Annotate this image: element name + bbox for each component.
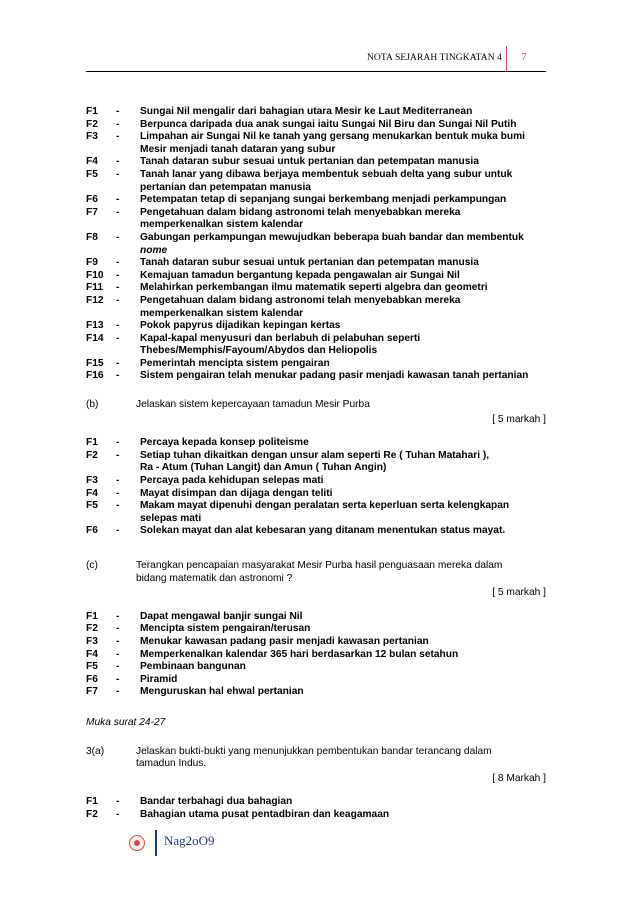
point-dash: -: [116, 106, 120, 117]
point-text: Pengetahuan dalam bidang astronomi telah menyebabkan mereka: [140, 294, 461, 306]
point-code: F1: [86, 796, 98, 808]
point-code: F1: [86, 106, 98, 117]
answer-row: [86, 156, 546, 169]
point-text: nome: [140, 244, 168, 256]
point-text: memperkenalkan sistem kalendar: [140, 307, 304, 319]
point-text: memperkenalkan sistem kalendar: [140, 219, 304, 231]
answer-row: [86, 232, 546, 245]
point-code: F4: [86, 648, 98, 660]
point-dash: -: [116, 635, 120, 647]
page-number: 7: [507, 46, 541, 72]
point-text: Percaya pada kehidupan selepas mati: [140, 475, 324, 487]
point-code: F11: [86, 282, 103, 294]
question-b: [86, 399, 546, 412]
answer-row: [86, 636, 546, 649]
point-text: Mesir menjadi tanah dataran yang subur: [140, 143, 336, 155]
answer-list-c: [86, 611, 546, 699]
answer-row: [86, 525, 546, 538]
point-text: Ra - Atum (Tuhan Langit) dan Amun ( Tuhan Angin): [140, 462, 387, 474]
answer-row: [86, 462, 546, 475]
answer-row: [86, 320, 546, 333]
point-text: Gabungan perkampungan mewujudkan beberapa buah bandar dan membentuk: [140, 231, 524, 243]
point-code: F5: [86, 500, 98, 512]
point-text: Makam mayat dipenuhi dengan peralatan serta keperluan serta kelengkapan: [140, 500, 510, 512]
point-code: F3: [86, 131, 98, 143]
point-text: Piramid: [140, 673, 178, 685]
answer-row: [86, 144, 546, 157]
answer-row: [86, 513, 546, 526]
question-line: tamadun Indus.: [136, 758, 207, 770]
answer-row: [86, 611, 546, 624]
point-dash: -: [116, 118, 120, 130]
point-text: Sungai Nil mengalir dari bahagian utara Mesir ke Laut Mediterranean: [140, 106, 473, 117]
point-text: Melahirkan perkembangan ilmu matematik seperti algebra dan geometri: [140, 282, 488, 294]
point-dash: -: [116, 449, 120, 461]
point-text: Mencipta sistem pengairan/terusan: [140, 623, 311, 635]
point-dash: -: [116, 648, 120, 660]
point-code: F13: [86, 320, 104, 332]
point-code: F7: [86, 206, 98, 218]
point-dash: -: [116, 231, 120, 243]
marks-label: [ 5 markah ]: [492, 413, 546, 425]
marks-label: [ 8 Markah ]: [492, 772, 546, 784]
point-dash: -: [116, 487, 120, 499]
point-text: Solekan mayat dan alat kebesaran yang ditanam menentukan status mayat.: [140, 525, 506, 537]
point-code: F9: [86, 257, 98, 269]
answer-row: [86, 649, 546, 662]
answer-row: [86, 345, 546, 358]
point-dash: -: [116, 168, 120, 180]
point-text: pertanian dan petempatan manusia: [140, 181, 311, 193]
question-text: Jelaskan sistem kepercayaan tamadun Mesir Purba: [136, 399, 370, 411]
point-dash: -: [116, 500, 120, 512]
point-dash: -: [116, 357, 120, 369]
answer-row: [86, 437, 546, 450]
point-dash: -: [116, 370, 120, 382]
point-text: Setiap tuhan dikaitkan dengan unsur alam seperti Re ( Tuhan Matahari ),: [140, 449, 490, 461]
answer-row: [86, 182, 546, 195]
point-text: Pengetahuan dalam bidang astronomi telah menyebabkan mereka: [140, 206, 461, 218]
point-text: Pembinaan bangunan: [140, 661, 246, 673]
point-code: F4: [86, 156, 98, 168]
point-text: Thebes/Memphis/Fayoum/Abydos dan Heliopolis: [140, 345, 378, 357]
question-line: Jelaskan bukti-bukti yang menunjukkan pembentukan bandar terancang dalam: [136, 745, 492, 757]
document-body: [86, 106, 546, 822]
point-text: Bandar terbahagi dua bahagian: [140, 796, 293, 808]
answer-row: [86, 270, 546, 283]
answer-row: [86, 282, 546, 295]
answer-row: [86, 219, 546, 232]
page-header: [0, 46, 638, 72]
point-text: Menguruskan hal ehwal pertanian: [140, 686, 304, 698]
point-code: F2: [86, 118, 98, 130]
point-code: F15: [86, 357, 104, 369]
marks-label: [ 5 markah ]: [492, 587, 546, 599]
point-dash: -: [116, 206, 120, 218]
point-dash: -: [116, 661, 120, 673]
logo-icon: [129, 835, 145, 851]
question-text: [136, 560, 546, 585]
point-text: Tanah dataran subur sesuai untuk pertanian dan petempatan manusia: [140, 156, 479, 168]
point-code: F5: [86, 661, 98, 673]
point-text: Sistem pengairan telah menukar padang pasir menjadi kawasan tanah pertanian: [140, 370, 529, 382]
question-3a: [86, 746, 546, 771]
point-text: Dapat mengawal banjir sungai Nil: [140, 610, 303, 622]
point-text: Memperkenalkan kalendar 365 hari berdasarkan 12 bulan setahun: [140, 648, 459, 660]
point-code: F2: [86, 808, 98, 820]
point-code: F14: [86, 332, 104, 344]
point-dash: -: [116, 282, 120, 294]
point-text: Menukar kawasan padang pasir menjadi kawasan pertanian: [140, 635, 429, 647]
answer-row: [86, 796, 546, 809]
question-line: bidang matematik dan astronomi ?: [136, 572, 293, 584]
point-dash: -: [116, 194, 120, 206]
point-text: Bahagian utama pusat pentadbiran dan keagamaan: [140, 808, 390, 820]
point-code: F6: [86, 194, 98, 206]
answer-row: [86, 358, 546, 371]
footer-text: Nag2oO9: [164, 833, 215, 848]
answer-row: [86, 169, 546, 182]
answer-row: [86, 207, 546, 220]
answer-row: [86, 623, 546, 636]
answer-row: [86, 450, 546, 463]
header-title: NOTA SEJARAH TINGKATAN 4: [366, 53, 502, 63]
point-dash: -: [116, 610, 120, 622]
point-dash: -: [116, 332, 120, 344]
point-code: F5: [86, 168, 98, 180]
point-code: F4: [86, 487, 98, 499]
point-text: Limpahan air Sungai Nil ke tanah yang gersang menukarkan bentuk muka bumi: [140, 131, 525, 143]
point-code: F16: [86, 370, 104, 382]
point-text: Pemerintah mencipta sistem pengairan: [140, 357, 330, 369]
point-text: Percaya kepada konsep politeisme: [140, 437, 309, 449]
answer-row: [86, 661, 546, 674]
point-code: F12: [86, 294, 104, 306]
answer-row: [86, 674, 546, 687]
point-text: Mayat disimpan dan dijaga dengan teliti: [140, 487, 333, 499]
point-dash: -: [116, 623, 120, 635]
point-text: Kapal-kapal menyusuri dan berlabuh di pelabuhan seperti: [140, 332, 421, 344]
point-text: Petempatan tetap di sepanjang sungai berkembang menjadi perkampungan: [140, 194, 507, 206]
question-line: Terangkan pencapaian masyarakat Mesir Purba hasil penguasaan mereka dalam: [136, 560, 503, 571]
answer-row: [86, 119, 546, 132]
point-dash: -: [116, 131, 120, 143]
answer-row: [86, 488, 546, 501]
answer-list-b: [86, 437, 546, 538]
point-text: Kemajuan tamadun bergantung kepada pengawalan air Sungai Nil: [140, 269, 460, 281]
point-code: F1: [86, 610, 98, 622]
point-code: F10: [86, 269, 104, 281]
point-dash: -: [116, 437, 120, 449]
point-code: F1: [86, 437, 98, 449]
footer-divider: [155, 830, 157, 856]
point-dash: -: [116, 269, 120, 281]
answer-row: [86, 333, 546, 346]
point-code: F8: [86, 231, 98, 243]
answer-row: [86, 245, 546, 258]
answer-row: [86, 295, 546, 308]
header-rule: [86, 71, 546, 72]
answer-row: [86, 686, 546, 699]
answer-row: [86, 308, 546, 321]
point-dash: -: [116, 320, 120, 332]
answer-list-3a: [86, 796, 546, 821]
point-text: Tanah lanar yang dibawa berjaya membentuk sebuah delta yang subur untuk: [140, 168, 513, 180]
point-dash: -: [116, 686, 120, 698]
point-dash: -: [116, 257, 120, 269]
answer-row: [86, 194, 546, 207]
question-label: (c): [86, 560, 98, 571]
answer-row: [86, 500, 546, 513]
answer-row: [86, 131, 546, 144]
answer-row: [86, 809, 546, 822]
page-reference: Muka surat 24-27: [86, 716, 166, 728]
question-c: [86, 560, 546, 585]
point-dash: -: [116, 796, 120, 808]
question-text: [136, 746, 546, 771]
point-code: F2: [86, 623, 98, 635]
point-dash: -: [116, 294, 120, 306]
question-label: 3(a): [86, 745, 105, 757]
point-code: F7: [86, 686, 98, 698]
answer-row: [86, 106, 546, 119]
point-dash: -: [116, 156, 120, 168]
point-code: F6: [86, 673, 98, 685]
point-code: F3: [86, 635, 98, 647]
point-dash: -: [116, 525, 120, 537]
point-code: F3: [86, 475, 98, 487]
point-code: F2: [86, 449, 98, 461]
point-code: F6: [86, 525, 98, 537]
point-text: Pokok papyrus dijadikan kepingan kertas: [140, 320, 341, 332]
point-text: Berpunca daripada dua anak sungai iaitu Sungai Nil Biru dan Sungai Nil Putih: [140, 118, 517, 130]
answer-row: [86, 475, 546, 488]
page-footer: [129, 830, 249, 856]
point-dash: -: [116, 808, 120, 820]
point-dash: -: [116, 673, 120, 685]
answer-list-a: [86, 106, 546, 383]
answer-row: [86, 257, 546, 270]
point-text: selepas mati: [140, 512, 202, 524]
answer-row: [86, 370, 546, 383]
point-text: Tanah dataran subur sesuai untuk pertanian dan petempatan manusia: [140, 257, 479, 269]
question-label: (b): [86, 399, 99, 411]
point-dash: -: [116, 475, 120, 487]
